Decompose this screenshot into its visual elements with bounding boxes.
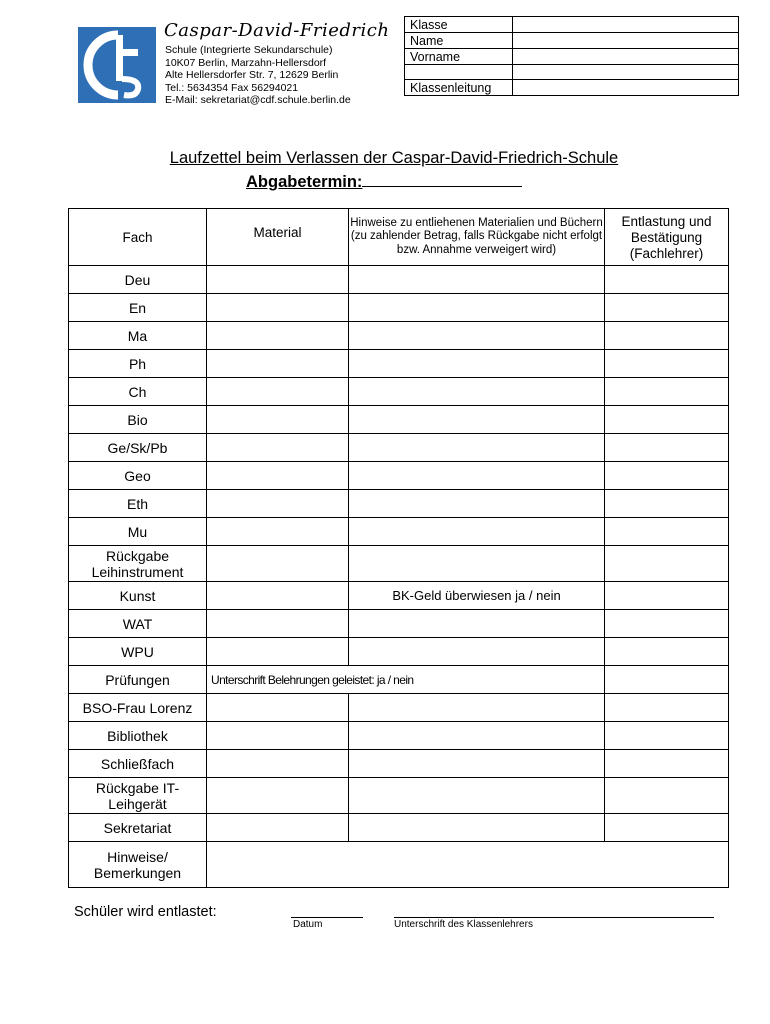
table-row: [69, 322, 729, 350]
release-cell[interactable]: [605, 322, 729, 350]
subject-cell: Prüfungen: [69, 666, 207, 694]
release-cell[interactable]: [605, 610, 729, 638]
school-line: 10K07 Berlin, Marzahn-Hellersdorf: [165, 56, 327, 69]
school-address: [165, 44, 351, 107]
hint-cell[interactable]: [349, 694, 605, 722]
subject-cell: Ma: [69, 322, 207, 350]
material-cell[interactable]: [207, 294, 349, 322]
material-cell[interactable]: [207, 722, 349, 750]
class-label: Klasse: [405, 17, 513, 33]
material-cell[interactable]: [207, 266, 349, 294]
table-row: [69, 638, 729, 666]
released-label: Schüler wird entlastet:: [74, 904, 217, 920]
table-row: [69, 350, 729, 378]
table-row: [69, 462, 729, 490]
hint-cell[interactable]: [349, 490, 605, 518]
class-field[interactable]: [513, 17, 739, 33]
subject-cell: Ch: [69, 378, 207, 406]
hint-cell[interactable]: [349, 750, 605, 778]
release-cell[interactable]: [605, 722, 729, 750]
due-label: Abgabetermin:: [246, 173, 363, 191]
teacher-label: Klassenleitung: [405, 80, 513, 96]
hint-cell[interactable]: [349, 546, 605, 582]
due-date: [246, 172, 522, 192]
hint-cell[interactable]: [349, 638, 605, 666]
date-line[interactable]: [291, 917, 363, 918]
subject-cell: Ge/Sk/Pb: [69, 434, 207, 462]
material-cell[interactable]: [207, 406, 349, 434]
header-material: Material: [207, 209, 349, 266]
hint-cell[interactable]: [349, 266, 605, 294]
release-cell[interactable]: [605, 350, 729, 378]
subject-cell: Rückgabe IT-Leihgerät: [69, 778, 207, 814]
release-cell[interactable]: [605, 814, 729, 842]
table-row: [69, 406, 729, 434]
subject-cell: Bio: [69, 406, 207, 434]
checkout-table: [68, 208, 729, 888]
release-cell[interactable]: [605, 750, 729, 778]
subject-cell: WPU: [69, 638, 207, 666]
table-row: [69, 694, 729, 722]
material-cell[interactable]: [207, 750, 349, 778]
material-cell[interactable]: [207, 434, 349, 462]
table-row: [69, 518, 729, 546]
hint-cell[interactable]: [349, 722, 605, 750]
subject-cell: Schließfach: [69, 750, 207, 778]
subject-cell: Sekretariat: [69, 814, 207, 842]
table-row: [69, 722, 729, 750]
material-cell[interactable]: [207, 546, 349, 582]
table-row: [69, 666, 729, 694]
subject-cell: Bibliothek: [69, 722, 207, 750]
hint-cell[interactable]: [349, 462, 605, 490]
hint-cell: BK-Geld überwiesen ja / nein: [349, 582, 605, 610]
header-release: Entlastung und Bestätigung (Fachlehrer): [605, 209, 729, 266]
hint-cell[interactable]: [349, 610, 605, 638]
table-row: [69, 842, 729, 888]
school-line: Tel.: 5634354 Fax 56294021: [165, 81, 299, 94]
subject-cell: Deu: [69, 266, 207, 294]
release-cell[interactable]: [605, 462, 729, 490]
signature-line[interactable]: [394, 917, 714, 918]
hint-cell[interactable]: [349, 518, 605, 546]
school-signature: Caspar-David-Friedrich: [164, 20, 390, 41]
subject-cell: Mu: [69, 518, 207, 546]
header-hints: Hinweise zu entliehenen Materialien und Büchern (zu zahlender Betrag, falls Rückgabe nicht erfolgt bzw. Annahme verweigert wird): [349, 209, 605, 266]
school-line: Alte Hellersdorfer Str. 7, 12629 Berlin: [165, 69, 339, 82]
material-cell[interactable]: [207, 582, 349, 610]
table-row: [69, 378, 729, 406]
material-cell[interactable]: [207, 462, 349, 490]
hint-cell[interactable]: [349, 294, 605, 322]
document-title: Laufzettel beim Verlassen der Caspar-David-Friedrich-Schule: [169, 149, 619, 167]
subject-cell: BSO-Frau Lorenz: [69, 694, 207, 722]
name-label: Name: [405, 33, 513, 49]
release-cell[interactable]: [605, 582, 729, 610]
release-cell[interactable]: [605, 694, 729, 722]
table-row: [69, 610, 729, 638]
material-cell[interactable]: [207, 694, 349, 722]
material-cell[interactable]: [207, 378, 349, 406]
material-cell[interactable]: [207, 778, 349, 814]
release-cell[interactable]: [605, 266, 729, 294]
material-cell[interactable]: [207, 490, 349, 518]
material-cell[interactable]: [207, 814, 349, 842]
table-row: [69, 778, 729, 814]
material-cell[interactable]: [207, 610, 349, 638]
hint-cell[interactable]: [349, 814, 605, 842]
firstname-field[interactable]: [513, 49, 739, 65]
table-row: [69, 546, 729, 582]
hint-cell: Unterschrift Belehrungen geleistet: ja / nein: [207, 666, 605, 694]
table-row: [69, 294, 729, 322]
hint-cell[interactable]: [349, 406, 605, 434]
subject-cell: Geo: [69, 462, 207, 490]
release-cell[interactable]: [605, 434, 729, 462]
release-cell[interactable]: [605, 294, 729, 322]
table-row: [69, 582, 729, 610]
release-cell[interactable]: [605, 490, 729, 518]
subject-cell: Hinweise/ Bemerkungen: [69, 842, 207, 888]
hint-cell[interactable]: [349, 350, 605, 378]
subject-cell: Ph: [69, 350, 207, 378]
material-cell[interactable]: [207, 350, 349, 378]
table-row: [69, 434, 729, 462]
hint-cell[interactable]: [349, 434, 605, 462]
subject-cell: Rückgabe Leihinstrument: [69, 546, 207, 582]
release-cell[interactable]: [605, 546, 729, 582]
release-cell[interactable]: [605, 518, 729, 546]
student-info-box: [404, 16, 739, 96]
name-field[interactable]: [513, 33, 739, 49]
hint-cell[interactable]: [349, 778, 605, 814]
hint-cell[interactable]: [349, 322, 605, 350]
material-cell[interactable]: [207, 322, 349, 350]
release-cell[interactable]: [605, 378, 729, 406]
subject-cell: Eth: [69, 490, 207, 518]
firstname-label: Vorname: [405, 49, 513, 65]
release-cell[interactable]: [605, 666, 729, 694]
material-cell[interactable]: [207, 638, 349, 666]
signature-label: Unterschrift des Klassenlehrers: [394, 919, 533, 930]
subject-cell: En: [69, 294, 207, 322]
date-label: Datum: [293, 919, 323, 930]
subject-cell: WAT: [69, 610, 207, 638]
header-subject: Fach: [69, 209, 207, 266]
hint-cell[interactable]: [349, 378, 605, 406]
due-date-field[interactable]: [362, 172, 522, 187]
subject-cell: Kunst: [69, 582, 207, 610]
material-cell[interactable]: [207, 518, 349, 546]
release-cell[interactable]: [605, 406, 729, 434]
release-cell[interactable]: [605, 778, 729, 814]
school-line: Schule (Integrierte Sekundarschule): [165, 44, 333, 56]
release-cell[interactable]: [605, 638, 729, 666]
table-row: [69, 266, 729, 294]
remarks-field[interactable]: [207, 842, 729, 888]
teacher-field[interactable]: [513, 80, 739, 96]
table-row: [69, 814, 729, 842]
table-row: [69, 490, 729, 518]
table-row: [69, 750, 729, 778]
school-line: E-Mail: sekretariat@cdf.schule.berlin.de: [165, 94, 351, 107]
school-logo: [78, 27, 156, 103]
